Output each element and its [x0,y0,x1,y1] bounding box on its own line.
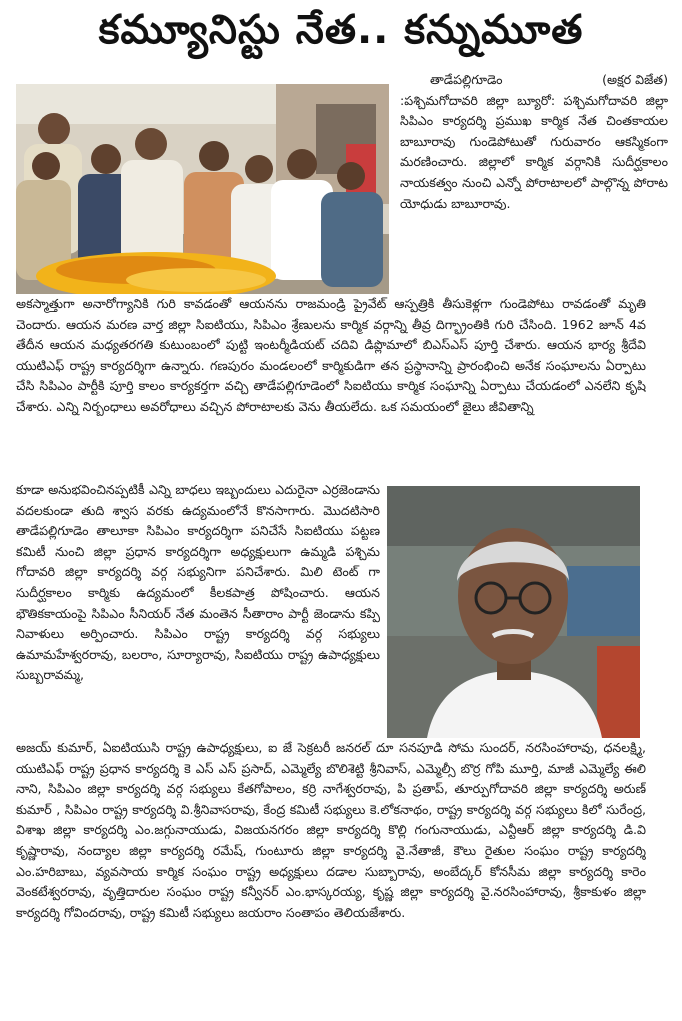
portrait-illustration [387,486,640,738]
headline: కమ్యూనిస్టు నేత.. కన్నుమూత [98,7,584,53]
dateline-source: (అక్షర విజేత) [602,72,668,87]
left-column-paragraph: కూడా అనుభవించినప్పటికీ ఎన్ని బాధలు ఇబ్బందులు ఎదురైనా ఎర్రజెండాను వదలకుండా తుది శ్వాస వరకు ఉద్యమంలోనే కొనసాగారు. మొదటిసారి తాడేపల్లిగూడెం తాలూకా సిపిఎం కార్యదర్శిగా పనిచేసే సిఐటియు పట్టణ కమిటీ నుంచి జిల్లా ప్రధాన కార్యదర్శిగా అధ్యక్షులుగా ఉమ్మడి పశ్చిమ గోదావరి జిల్లా కార్యదర్శి వర్గ సభ్యునిగా పనిచేశారు. మిలి టెంట్ గా సుదీర్ఘకాలం కార్మికు ఉద్యమంలో కీలకపాత్ర పోషించారు. ఆయన భౌతికకాయంపై సిపిఎం సీనియర్ నేత మంతెన సీతారాం పార్టీ జెండాను కప్పి నివాళులు అర్పించారు. సిపిఎం రాష్ట్ర కార్యదర్శి వర్గ సభ్యులు ఉమామహేశ్వరరావు, బలరాం, సూర్యారావు, సిఐటియు రాష్ట్ర ఉపాధ్యక్షులు సుబ్బరావమ్మ, [16,482,380,683]
article-side-column [400,70,668,296]
portrait-photo [387,486,640,738]
dateline-place: తాడేపల్లిగూడెం [430,72,503,87]
side-paragraph: :పశ్చిమగోదావరి జిల్లా బ్యూరో: పశ్చిమగోదావరి జిల్లా సిపిఎం కార్యదర్శి ప్రముఖ కార్మిక నేత చింతకాయల బాబూరావు గుండెపోటుతో గురువారం ఆకస్మికంగా మరణించారు. జిల్లాలో కార్మిక వర్గానికి సుదీర్ఘకాలం నాయకత్వం నుంచి ఎన్నో పోరాటాలలో పాల్గొన్న పోరాట యోధుడు బాబూరావు. [400,92,668,211]
dateline [400,70,668,91]
full-width-paragraph-1: అకస్మాత్తుగా అనారోగ్యానికి గురి కావడంతో ఆయనను రాజమండ్రి ప్రైవేట్ ఆస్పత్రికి తీసుకెళ్లగా గుండెపోటు రావడంతో మృతి చెందారు. ఆయన మరణ వార్త జిల్లా సిఐటియు, సిపిఎం శ్రేణులను కార్మిక వర్గాన్ని తీవ్ర దిగ్భ్రాంతికి గురి చేసింది. 1962 జూన్ 4వ తేదీన ఆయన మధ్యతరగతి కుటుంబంలో పుట్టి ఇంటర్మీడియట్ చదివి డిప్లొమాలో బిఎస్ఎస్ పూర్తి చేశారు. ఆయన భార్య శ్రీదేవి యుటిఎఫ్ రాష్ట్ర కార్యదర్శిగా ఉన్నారు. గణపురం మండలంలో కార్మికుడిగా తన ప్రస్థానాన్ని ప్రారంభించి అనేక సంఘాలను ఏర్పాటు చేసి సిపిఎం పార్టీకి పూర్తి కాలం కార్యకర్తగా వచ్చి తాడేపల్లిగూడెంలో సిఐటియు కార్మిక సంఘాన్ని ఏర్పాటు చేయడంలో ఎనలేని కృషి చేశారు. ఎన్ని నిర్బంధాలు అవరోధాలు వచ్చిన పోరాటాలకు వెను తీయలేదు. ఒక సమయంలో జైలు జీవితాన్ని [16,296,646,414]
full-width-paragraph-2: అజయ్ కుమార్, ఏఐటియుసి రాష్ట్ర ఉపాధ్యక్షులు, ఐ జే సెక్రటరీ జనరల్ దూ సనపూడి సోమ సుందర్, నరసింహారావు, ధనలక్ష్మి, యుటిఎఫ్ రాష్ట్ర ప్రధాన కార్యదర్శి కె ఎస్ ఎస్ ప్రసాద్, ఎమ్మెల్యే బొలిశెట్టి శ్రీనివాస్, ఎమ్మెల్సీ బొర్ర గోపి మూర్తి, మాజీ ఎమ్మెల్యే ఈలి నాని, సిపిఎం జిల్లా కార్యదర్శి వర్గ సభ్యులు కేతగోపాలం, కర్రి నాగేశ్వరరావు, పి ప్రతాప్, తూర్పుగోదావరి జిల్లా కార్యదర్శి అరుణ్ కుమార్ , సిపిఎం రాష్ట్ర కార్యదర్శి వి.శ్రీనివాసరావు, కేంద్ర కమిటీ సభ్యులు కె.లోకనాథం, రాష్ట్ర కార్యదర్శి వర్గ సభ్యులు కిలో సురేంద్ర, విశాఖ జిల్లా కార్యదర్శి ఎం.జగ్గునాయుడు, విజయనగరం జిల్లా కార్యదర్శి కొల్లి గంగునాయుడు, ఎన్టీఆర్ జిల్లా కార్యదర్శి డి.వి కృష్ణారావు, నంద్యాల జిల్లా కార్యదర్శి రమేష్, గుంటూరు జిల్లా కార్యదర్శి వై.నేతాజీ, కౌలు రైతుల సంఘం రాష్ట్ర కార్యదర్శి ఎం.హరిబాబు, వ్యవసాయ కార్మిక సంఘం రాష్ట్ర అధ్యక్షులు దడాల సుబ్బారావు, అంబేద్కర్ కోనసీమ జిల్లా కార్యదర్శి కారెం వెంకటేశ్వరరావు, వృత్తిదారుల సంఘం రాష్ట్ర కన్వీనర్ ఎం.భాస్కరయ్య, కృష్ణ జిల్లా కార్యదర్శి వై.నరసింహారావు, శ్రీకాకుళం జిల్లా కార్యదర్శి గోవిందరావు, రాష్ట్ర కమిటీ సభ్యులు జయరాం సంతాపం తెలియజేశారు. [16,740,646,920]
mourners-photo-illustration [16,84,389,294]
mourners-photo [16,84,389,294]
